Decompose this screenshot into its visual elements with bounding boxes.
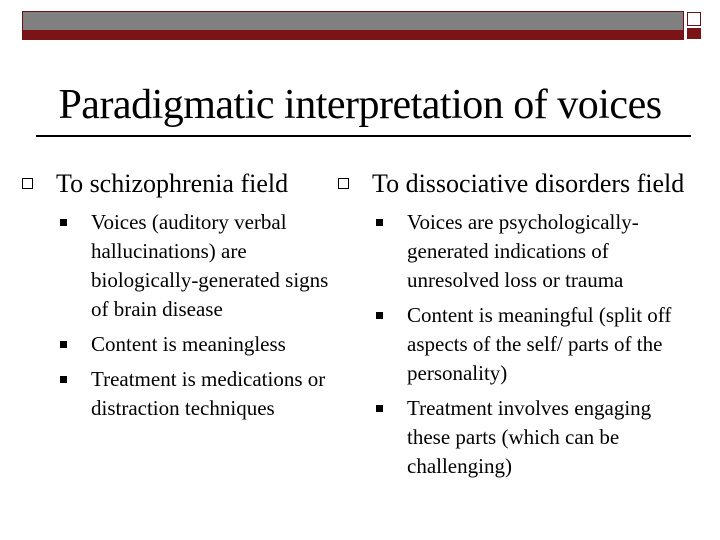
right-column [334, 168, 720, 481]
list-item-text: Content is meaningful (split off aspects of the self/ parts of the personality) [407, 303, 672, 385]
list-item [376, 394, 687, 481]
square-bullet-icon [376, 219, 383, 226]
list-item-text: Voices are psychologically-generated indications of unresolved loss or trauma [407, 210, 639, 292]
hollow-square-bullet-icon [338, 178, 349, 189]
list-item-text: Treatment involves engaging these parts (which can be challenging) [407, 396, 652, 478]
square-bullet-icon [376, 405, 383, 412]
hollow-square-bullet-icon [22, 178, 33, 189]
left-sub-list [18, 208, 338, 423]
slide-title: Paradigmatic interpretation of voices [58, 82, 662, 128]
right-sub-list [334, 208, 720, 481]
list-item [60, 208, 341, 324]
header-dark-strip [23, 30, 683, 40]
header-corner-decoration [686, 11, 704, 40]
list-item-text: Voices (auditory verbal hallucinations) are biologically-generated signs of brain disease [91, 210, 329, 321]
left-heading: To schizophrenia field [56, 169, 289, 198]
square-bullet-icon [60, 219, 67, 226]
list-item [376, 208, 687, 295]
list-item [60, 365, 341, 423]
right-heading: To dissociative disorders field [372, 169, 685, 198]
square-bullet-icon [60, 341, 67, 348]
square-bullet-icon [376, 312, 383, 319]
square-bullet-icon [60, 376, 67, 383]
left-column [18, 168, 338, 423]
left-heading-item [18, 168, 338, 200]
list-item [376, 301, 687, 388]
title-underline [36, 135, 691, 137]
corner-dark-square [687, 28, 701, 39]
corner-square [687, 12, 701, 26]
list-item-text: Content is meaningless [91, 332, 286, 356]
list-item-text: Treatment is medications or distraction techniques [91, 367, 326, 420]
header-decoration-band [22, 11, 684, 40]
right-heading-item [334, 168, 720, 200]
list-item [60, 330, 341, 359]
